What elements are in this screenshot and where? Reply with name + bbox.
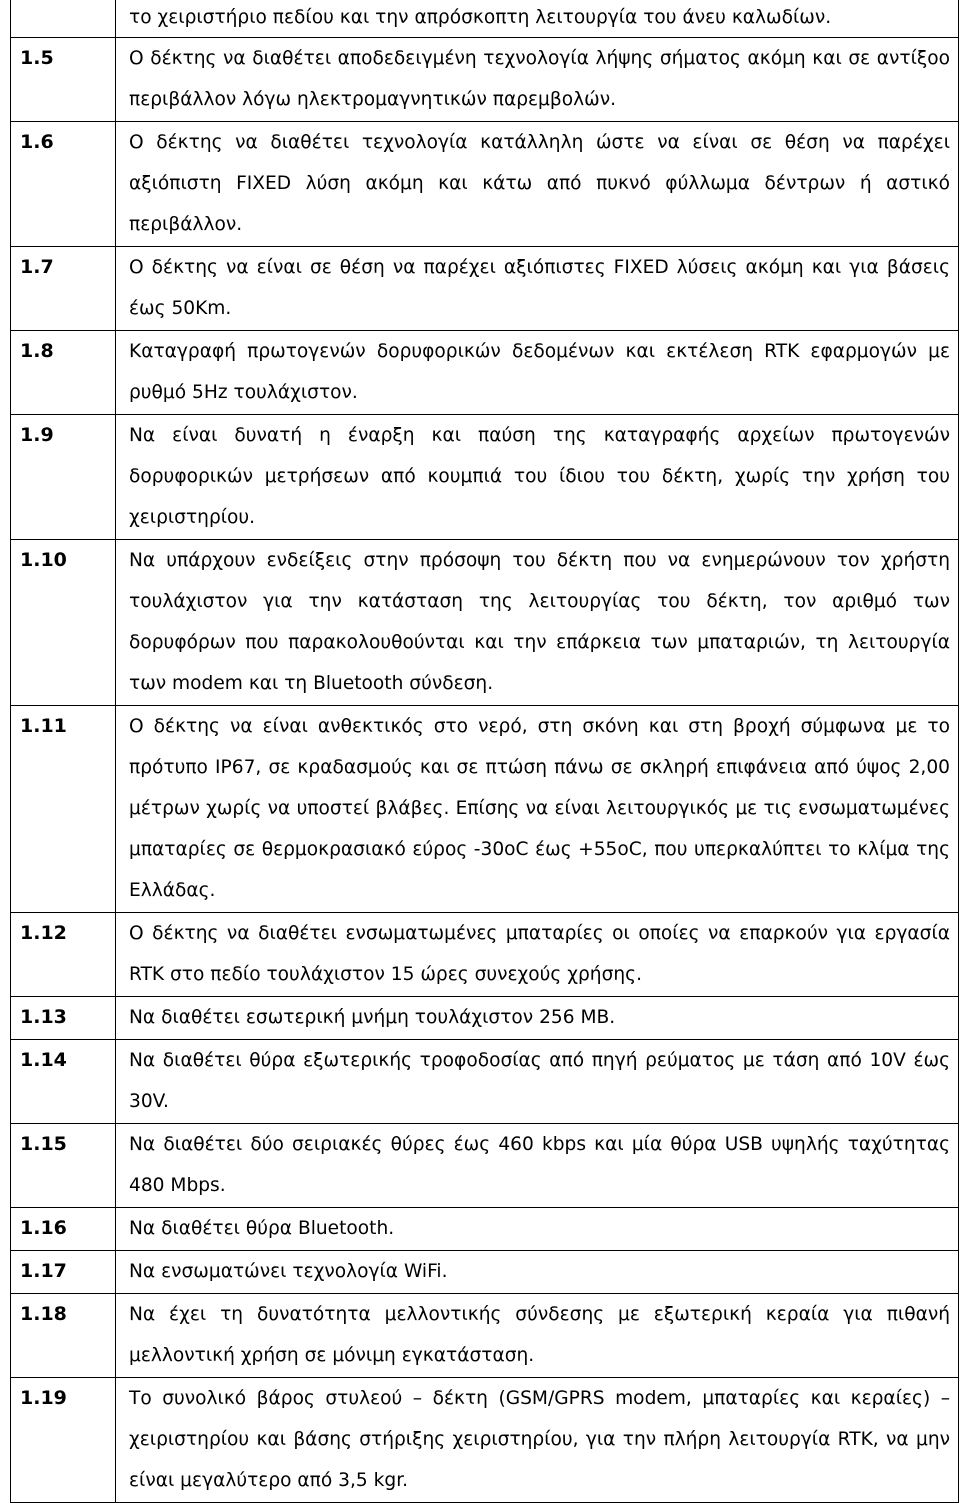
item-text: Να είναι δυνατή η έναρξη και παύση της καταγραφής αρχείων πρωτογενών δορυφορικών μετρήσεων από κουμπιά του ίδιου του δέκτη, χωρίς την χρήση του χειριστηρίου.: [116, 415, 959, 540]
item-text: Το συνολικό βάρος στυλεού – δέκτη (GSM/GPRS modem, μπαταρίες και κεραίες) – χειριστηρίου και βάσης στήριξης χειριστηρίου, για την πλήρη λειτουργία RTK, να μην είναι μεγαλύτερο από 3,5 kgr.: [116, 1378, 959, 1503]
item-number: [11, 0, 116, 38]
item-text: Καταγραφή πρωτογενών δορυφορικών δεδομένων και εκτέλεση RTK εφαρμογών με ρυθμό 5Hz τουλάχιστον.: [116, 331, 959, 415]
item-number: 1.7: [11, 247, 116, 331]
item-number: 1.17: [11, 1251, 116, 1294]
table-row: [11, 331, 959, 415]
item-number: 1.10: [11, 540, 116, 706]
item-text: Ο δέκτης να είναι σε θέση να παρέχει αξιόπιστες FIXED λύσεις ακόμη και για βάσεις έως 50Km.: [116, 247, 959, 331]
table-row: [11, 540, 959, 706]
item-number: 1.16: [11, 1208, 116, 1251]
item-number: 1.14: [11, 1040, 116, 1124]
item-text: Να υπάρχουν ενδείξεις στην πρόσοψη του δέκτη που να ενημερώνουν τον χρήστη τουλάχιστον για την κατάσταση της λειτουργίας του δέκτη, τον αριθμό των δορυφόρων που παρακολουθούνται και την επάρκεια των μπαταριών, τη λειτουργία των modem και τη Bluetooth σύνδεση.: [116, 540, 959, 706]
item-number: 1.5: [11, 38, 116, 122]
table-row: [11, 1124, 959, 1208]
item-number: 1.18: [11, 1294, 116, 1378]
table-row: [11, 415, 959, 540]
item-text: Να διαθέτει θύρα Bluetooth.: [116, 1208, 959, 1251]
item-number: 1.8: [11, 331, 116, 415]
item-number: 1.9: [11, 415, 116, 540]
item-number: 1.15: [11, 1124, 116, 1208]
item-text: Να διαθέτει δύο σειριακές θύρες έως 460 kbps και μία θύρα USB υψηλής ταχύτητας 480 Mbps.: [116, 1124, 959, 1208]
table-row: [11, 1294, 959, 1378]
item-text: Ο δέκτης να διαθέτει αποδεδειγμένη τεχνολογία λήψης σήματος ακόμη και σε αντίξοο περιβάλλον λόγω ηλεκτρομαγνητικών παρεμβολών.: [116, 38, 959, 122]
table-row: [11, 1251, 959, 1294]
table-row: [11, 997, 959, 1040]
item-text: Να διαθέτει θύρα εξωτερικής τροφοδοσίας από πηγή ρεύματος με τάση από 10V έως 30V.: [116, 1040, 959, 1124]
table-row: [11, 38, 959, 122]
table-row: [11, 122, 959, 247]
item-text: Ο δέκτης να είναι ανθεκτικός στο νερό, στη σκόνη και στη βροχή σύμφωνα με το πρότυπο IP67, σε κραδασμούς και σε πτώση πάνω σε σκληρή επιφάνεια από ύψος 2,00 μέτρων χωρίς να υποστεί βλάβες. Επίσης να είναι λειτουργικός με τις ενσωματωμένες μπαταρίες σε θερμοκρασιακό εύρος -30oC έως +55oC, που υπερκαλύπτει το κλίμα της Ελλάδας.: [116, 706, 959, 913]
table-row: [11, 1208, 959, 1251]
item-text: Ο δέκτης να διαθέτει τεχνολογία κατάλληλη ώστε να είναι σε θέση να παρέχει αξιόπιστη FIXED λύση ακόμη και κάτω από πυκνό φύλλωμα δέντρων ή αστικό περιβάλλον.: [116, 122, 959, 247]
item-number: 1.13: [11, 997, 116, 1040]
item-text: το χειριστήριο πεδίου και την απρόσκοπτη λειτουργία του άνευ καλωδίων.: [116, 0, 959, 38]
table-row: [11, 706, 959, 913]
item-text: Να διαθέτει εσωτερική μνήμη τουλάχιστον 256 MB.: [116, 997, 959, 1040]
item-text: Ο δέκτης να διαθέτει ενσωματωμένες μπαταρίες οι οποίες να επαρκούν για εργασία RTK στο πεδίο τουλάχιστον 15 ώρες συνεχούς χρήσης.: [116, 913, 959, 997]
item-text: Να ενσωματώνει τεχνολογία WiFi.: [116, 1251, 959, 1294]
specifications-table: [10, 0, 959, 1503]
table-row: [11, 247, 959, 331]
table-row: [11, 913, 959, 997]
item-number: 1.6: [11, 122, 116, 247]
item-number: 1.19: [11, 1378, 116, 1503]
item-number: 1.12: [11, 913, 116, 997]
item-text: Να έχει τη δυνατότητα μελλοντικής σύνδεσης με εξωτερική κεραία για πιθανή μελλοντική χρήση σε μόνιμη εγκατάσταση.: [116, 1294, 959, 1378]
table-row: [11, 1040, 959, 1124]
item-number: 1.11: [11, 706, 116, 913]
table-row: [11, 0, 959, 38]
table-row: [11, 1378, 959, 1503]
